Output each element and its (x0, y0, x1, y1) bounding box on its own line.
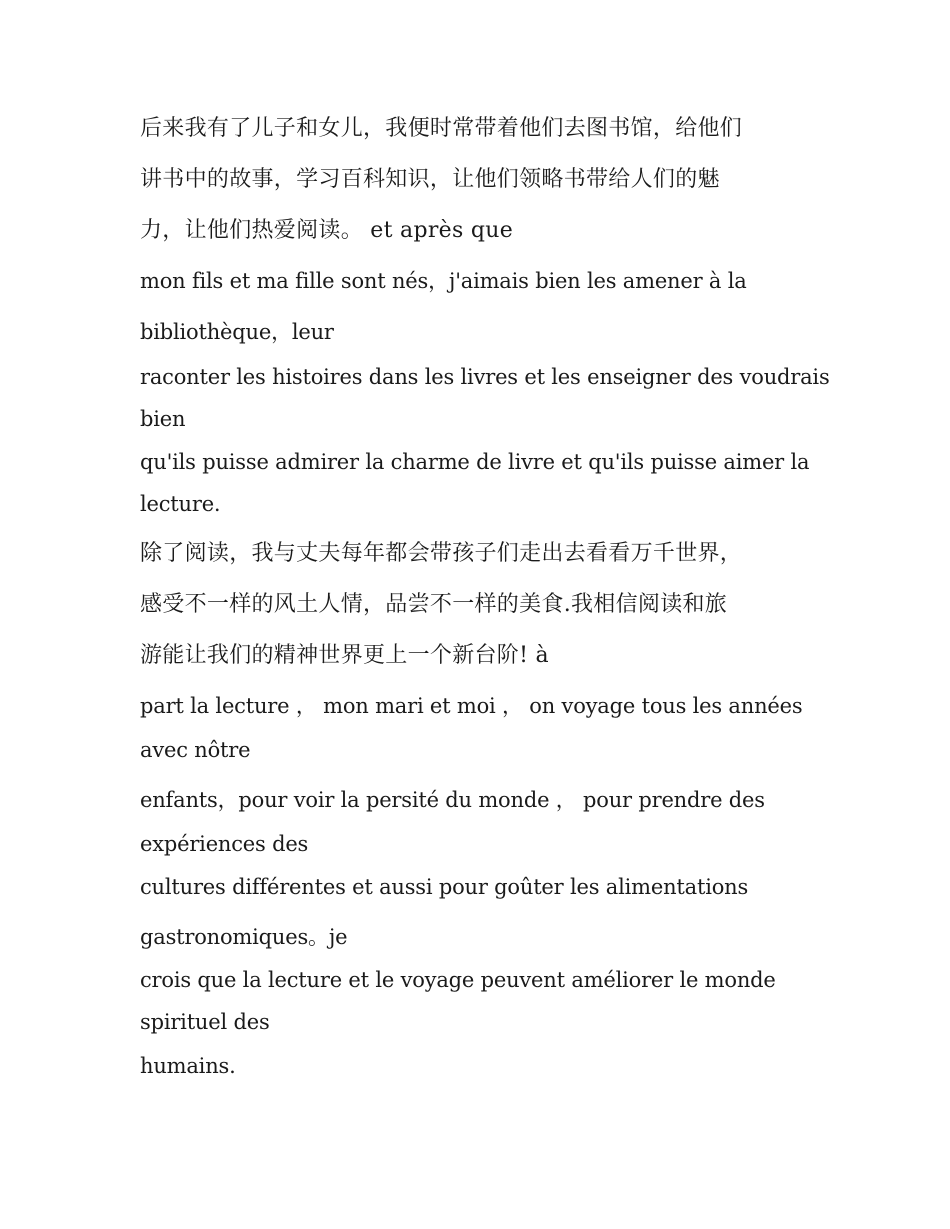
text-line-8: qu'ils puisse admirer la charme de livre et qu'ils puisse aimer la (140, 450, 810, 474)
text-line-4: mon fils et ma fille sont nés，j'aimais bien les amener à la (140, 269, 747, 293)
text-line-5: bibliothèque，leur (140, 320, 334, 344)
text-line-10: 除了阅读，我与丈夫每年都会带孩子们走出去看看万千世界， (140, 541, 743, 566)
text-line-21: humains. (140, 1054, 236, 1078)
text-line-9: lecture. (140, 492, 221, 516)
text-line-16: expériences des (140, 832, 309, 856)
text-line-20: spirituel des (140, 1010, 270, 1034)
text-line-7: bien (140, 407, 186, 431)
text-line-14: avec nôtre (140, 738, 251, 762)
text-line-18: gastronomiques。je (140, 925, 348, 949)
text-line-3: 力，让他们热爱阅读。 et après que (140, 218, 514, 243)
text-line-13: part la lecture ， mon mari et moi ， on voyage tous les années (140, 694, 803, 718)
text-line-6: raconter les histoires dans les livres et les enseigner des voudrais (140, 365, 830, 389)
text-line-1: 后来我有了儿子和女儿，我便时常带着他们去图书馆，给他们 (140, 116, 743, 141)
text-line-19: crois que la lecture et le voyage peuvent améliorer le monde (140, 968, 776, 992)
text-line-2: 讲书中的故事，学习百科知识，让他们领略书带给人们的魅 (140, 167, 720, 192)
text-line-12: 游能让我们的精神世界更上一个新台阶! à (140, 643, 549, 668)
text-line-17: cultures différentes et aussi pour goûter les alimentations (140, 875, 749, 899)
text-line-15: enfants，pour voir la persité du monde ， pour prendre des (140, 788, 765, 812)
text-line-11: 感受不一样的风土人情，品尝不一样的美食.我相信阅读和旅 (140, 592, 728, 617)
